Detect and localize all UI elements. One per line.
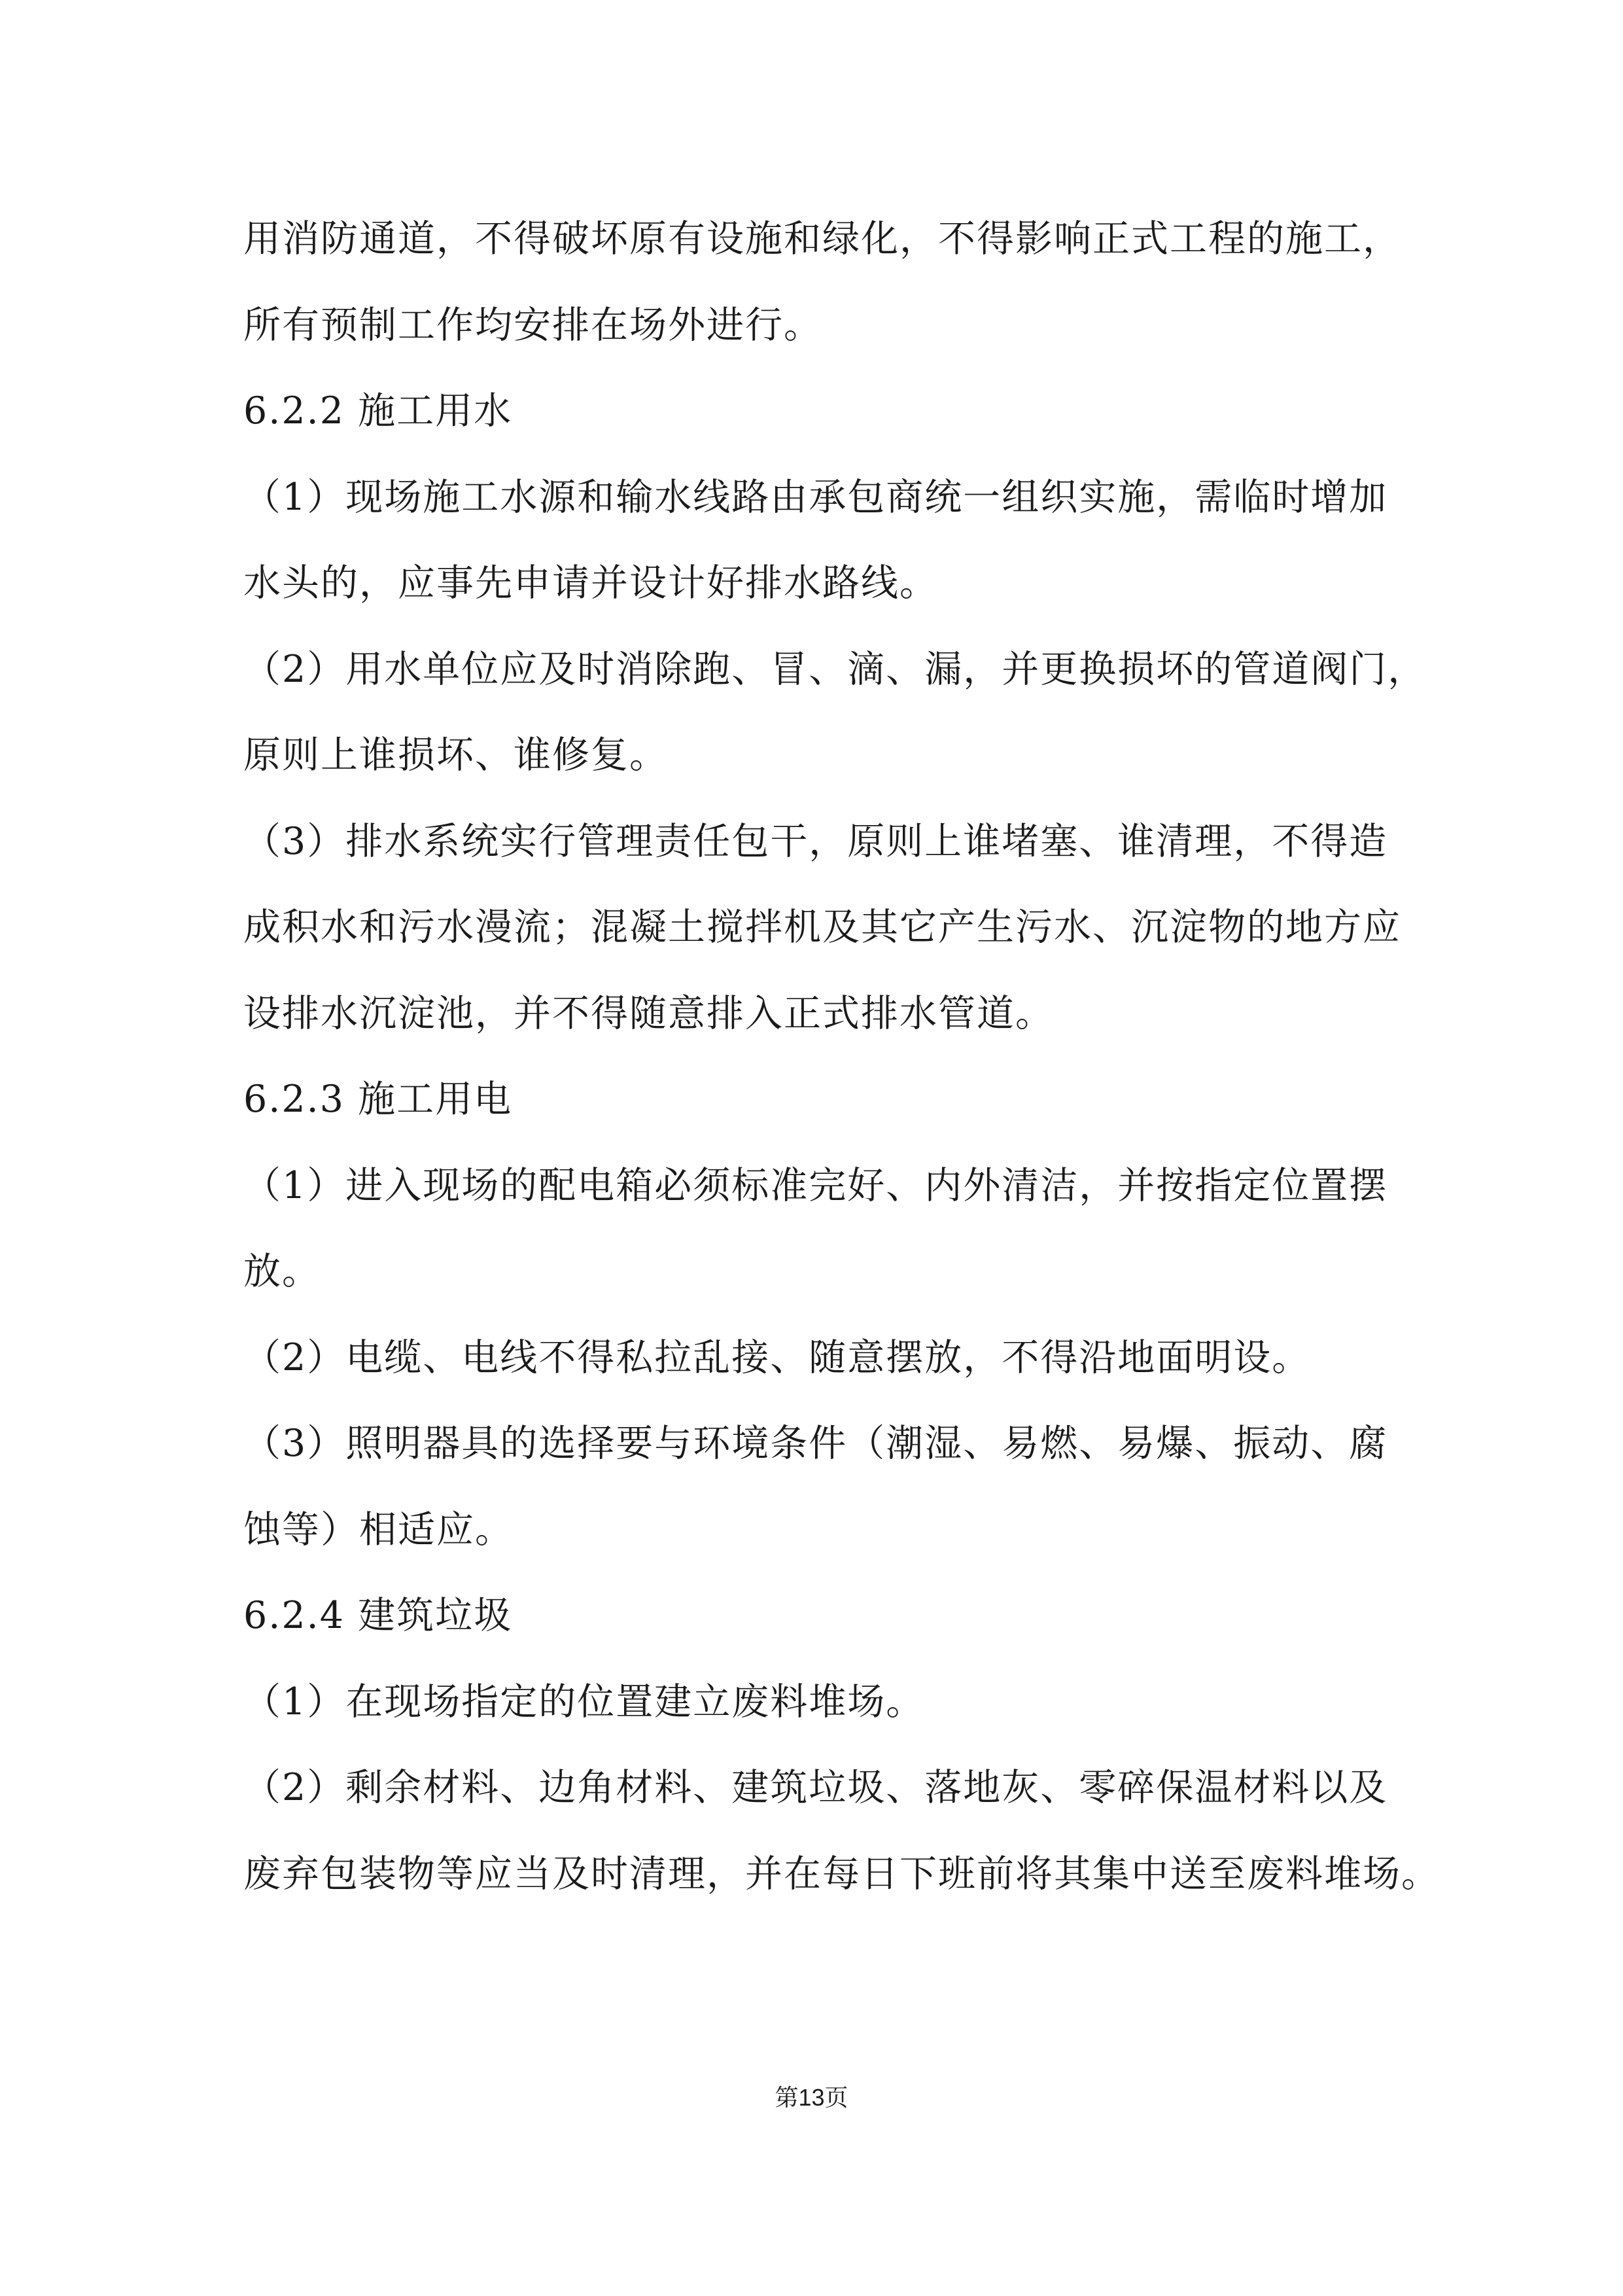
text-line: （1）现场施工水源和输水线路由承包商统一组织实施，需临时增加: [243, 476, 1388, 519]
text-line: 放。: [243, 1250, 321, 1293]
section-heading: 6.2.3 施工用电: [243, 1078, 513, 1121]
section-heading: 6.2.4 建筑垃圾: [243, 1594, 513, 1637]
text-line: （1）在现场指定的位置建立废料堆场。: [243, 1680, 925, 1723]
text-line: 设排水沉淀池，并不得随意排入正式排水管道。: [243, 992, 1054, 1035]
section-heading: 6.2.2 施工用水: [243, 389, 513, 433]
text-line: 原则上谁损坏、谁修复。: [243, 733, 668, 777]
page-number: 第13页: [775, 2084, 848, 2111]
text-line: （2）剩余材料、边角材料、建筑垃圾、落地灰、零碎保温材料以及: [243, 1766, 1388, 1809]
text-line: 所有预制工作均安排在场外进行。: [243, 304, 822, 347]
text-line: （3）排水系统实行管理责任包干，原则上谁堵塞、谁清理，不得造: [243, 820, 1388, 863]
text-line: 成积水和污水漫流；混凝土搅拌机及其它产生污水、沉淀物的地方应: [243, 906, 1401, 949]
text-line: （3）照明器具的选择要与环境条件（潮湿、易燃、易爆、振动、腐: [243, 1422, 1388, 1465]
text-line: （2）用水单位应及时消除跑、冒、滴、漏，并更换损坏的管道阀门，: [243, 648, 1427, 691]
text-line: 用消防通道，不得破坏原有设施和绿化，不得影响正式工程的施工，: [243, 217, 1401, 260]
text-line: （2）电缆、电线不得私拉乱接、随意摆放，不得沿地面明设。: [243, 1336, 1311, 1379]
text-line: 废弃包装物等应当及时清理，并在每日下班前将其集中送至废料堆场。: [243, 1852, 1440, 1896]
text-line: （1）进入现场的配电箱必须标准完好、内外清洁，并按指定位置摆: [243, 1164, 1388, 1207]
text-line: 水头的，应事先申请并设计好排水路线。: [243, 561, 938, 605]
text-line: 蚀等）相适应。: [243, 1508, 514, 1551]
